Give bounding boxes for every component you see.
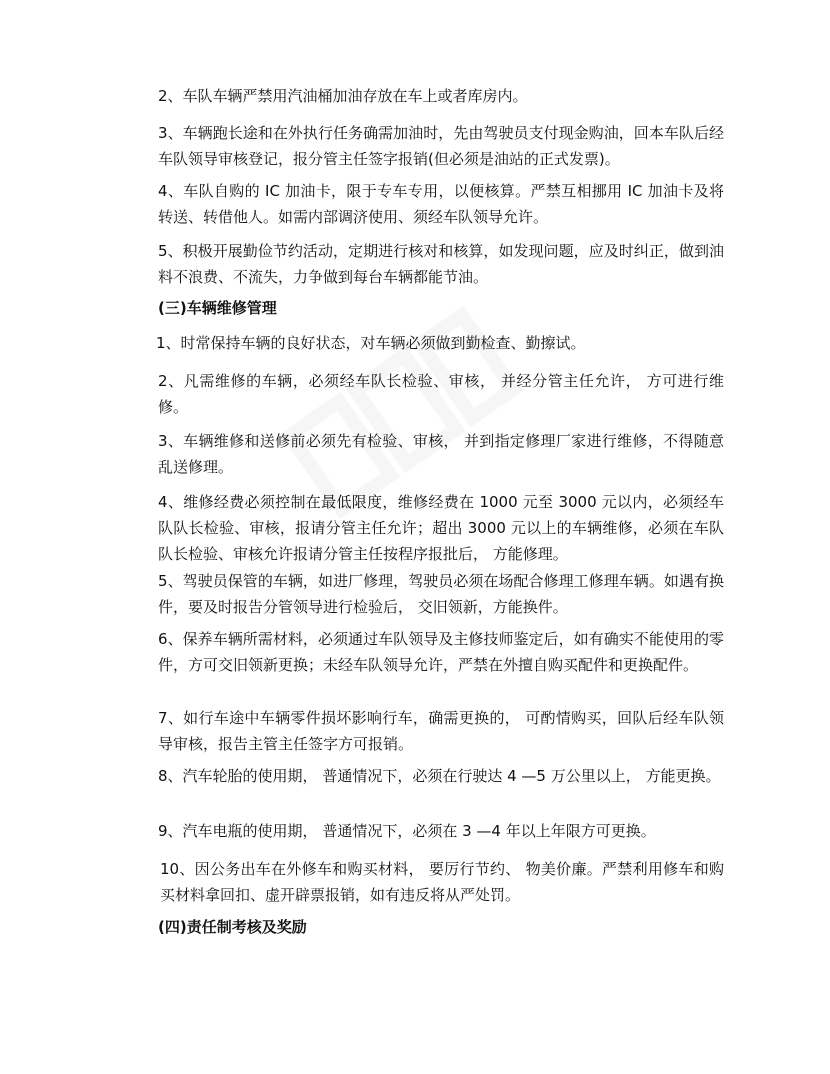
paragraph-maint-5: 5、驾驶员保管的车辆，如进厂修理，驾驶员必须在场配合修理工修理车辆。如遇有换件，要及时报告分管领导进行检验后， 交旧领新，方能换件。: [158, 572, 724, 616]
paragraph-maint-7: 7、如行车途中车辆零件损坏影响行车，确需更换的， 可酌情购买，回队后经车队领导审核，报告主管主任签字方可报销。: [158, 709, 724, 753]
paragraph-maint-4: 4、维修经费必须控制在最低限度，维修经费在 1000 元至 3000 元以内，必须经车队队长检验、审核，报请分管主任允许；超出 3000 元以上的车辆维修，必须在车队队长检验、审核允许报请分管主任按程序报批后， 方能修理。: [158, 493, 724, 563]
paragraph-4: 4、车队自购的 IC 加油卡，限于专车专用，以便核算。严禁互相挪用 IC 加油卡及将转送、转借他人。如需内部调济使用、须经车队领导允许。: [158, 182, 724, 226]
paragraph-maint-3: 3、车辆维修和送修前必须先有检验、审核， 并到指定修理厂家进行维修，不得随意乱送修理。: [158, 432, 724, 476]
paragraph-maint-6: 6、保养车辆所需材料，必须通过车队领导及主修技师鉴定后，如有确实不能使用的零件，方可交旧领新更换；未经车队领导允许，严禁在外擅自购买配件和更换配件。: [158, 630, 724, 674]
paragraph-maint-8: 8、汽车轮胎的使用期， 普通情况下，必须在行驶达 4 —5 万公里以上， 方能更换。: [158, 767, 721, 785]
section-heading-4: (四)责任制考核及奖励: [158, 918, 307, 936]
section-heading-3: (三)车辆维修管理: [158, 299, 277, 317]
paragraph-maint-10: 10、因公务出车在外修车和购买材料， 要厉行节约、 物美价廉。严禁利用修车和购买材料拿回扣、虚开辟票报销，如有违反将从严处罚。: [160, 860, 724, 904]
paragraph-5: 5、积极开展勤俭节约活动，定期进行核对和核算，如发现问题，应及时纠正，做到油料不浪费、不流失，力争做到每台车辆都能节油。: [158, 242, 724, 286]
paragraph-2: 2、车队车辆严禁用汽油桶加油存放在车上或者库房内。: [158, 87, 528, 105]
paragraph-maint-2: 2、凡需维修的车辆，必须经车队长检验、审核， 并经分管主任允许， 方可进行维修。: [158, 372, 724, 416]
paragraph-3: 3、车辆跑长途和在外执行任务确需加油时，先由驾驶员支付现金购油，回本车队后经车队领导审核登记，报分管主任签字报销(但必须是油站的正式发票)。: [158, 124, 724, 168]
paragraph-maint-9: 9、汽车电瓶的使用期， 普通情况下，必须在 3 —4 年以上年限方可更换。: [158, 822, 656, 840]
paragraph-maint-1: 1、时常保持车辆的良好状态，对车辆必须做到勤检查、勤擦试。: [156, 334, 586, 352]
